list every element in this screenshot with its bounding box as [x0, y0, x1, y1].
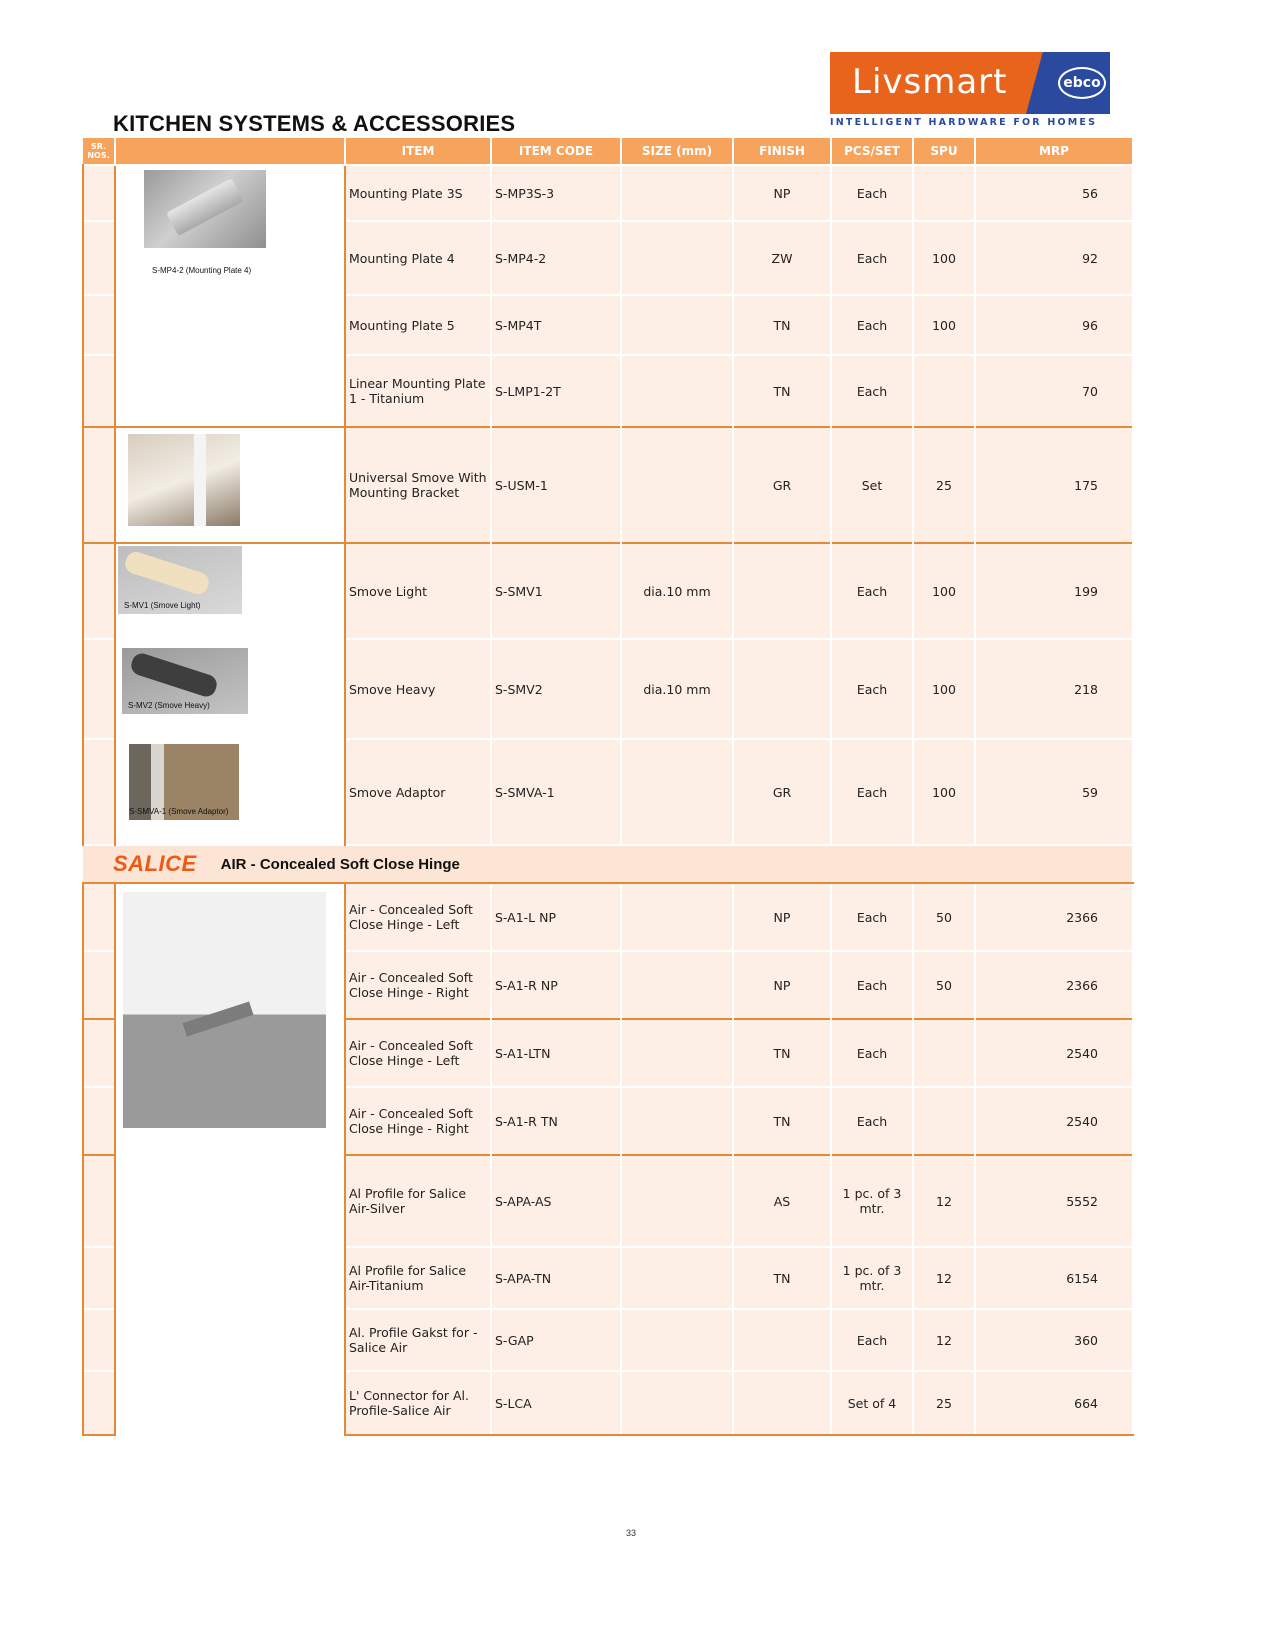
item-code: S-A1-R TN [491, 1087, 621, 1155]
item-name: Air - Concealed Soft Close Hinge - Left [345, 1019, 491, 1087]
item-code: S-USM-1 [491, 427, 621, 543]
item-code: S-SMVA-1 [491, 739, 621, 845]
item-pcs: 1 pc. of 3 mtr. [831, 1247, 913, 1309]
catalog-table [82, 138, 1134, 1436]
item-size [621, 1155, 733, 1247]
item-size [621, 1019, 733, 1087]
table-row [83, 739, 1133, 845]
item-finish: TN [733, 1019, 831, 1087]
item-pcs: Each [831, 951, 913, 1019]
item-mrp: 59 [975, 739, 1133, 845]
item-name: Smove Light [345, 543, 491, 639]
universal-smove-photo [128, 434, 240, 526]
item-mrp: 70 [975, 355, 1133, 427]
sr-cell [83, 883, 115, 951]
item-name: Mounting Plate 3S [345, 165, 491, 221]
salice-logo: SALICE [113, 851, 197, 876]
smove-heavy-photo [122, 648, 248, 714]
item-finish [733, 543, 831, 639]
item-code: S-APA-TN [491, 1247, 621, 1309]
item-spu: 50 [913, 951, 975, 1019]
sr-cell [83, 1155, 115, 1247]
item-mrp: 92 [975, 221, 1133, 295]
item-mrp: 199 [975, 543, 1133, 639]
item-size [621, 951, 733, 1019]
item-pcs: Each [831, 221, 913, 295]
item-finish [733, 1371, 831, 1435]
item-finish: TN [733, 1087, 831, 1155]
image-cell-mounting-plate [115, 165, 345, 427]
item-finish: AS [733, 1155, 831, 1247]
item-spu: 12 [913, 1155, 975, 1247]
image-cell-smove-adaptor [115, 739, 345, 845]
item-size [621, 427, 733, 543]
item-spu [913, 355, 975, 427]
sr-cell [83, 427, 115, 543]
item-name: Mounting Plate 5 [345, 295, 491, 355]
item-mrp: 96 [975, 295, 1133, 355]
item-code: S-MP3S-3 [491, 165, 621, 221]
item-finish [733, 1309, 831, 1371]
item-finish: TN [733, 295, 831, 355]
table-row [83, 427, 1133, 543]
item-size [621, 1247, 733, 1309]
item-pcs: Each [831, 639, 913, 739]
col-pcs-set: PCS/SET [831, 138, 913, 165]
sr-cell [83, 1309, 115, 1371]
section-title: AIR - Concealed Soft Close Hinge [220, 855, 460, 873]
item-code: S-A1-R NP [491, 951, 621, 1019]
item-mrp: 6154 [975, 1247, 1133, 1309]
page-number: 33 [626, 1528, 637, 1538]
item-pcs: Set of 4 [831, 1371, 913, 1435]
sr-cell [83, 221, 115, 295]
item-size [621, 1309, 733, 1371]
sr-cell [83, 1019, 115, 1087]
sr-cell [83, 355, 115, 427]
item-mrp: 2540 [975, 1019, 1133, 1087]
item-name: Smove Adaptor [345, 739, 491, 845]
smove-adaptor-photo [129, 744, 239, 820]
table-row [83, 639, 1133, 739]
item-code: S-MP4-2 [491, 221, 621, 295]
item-finish: NP [733, 883, 831, 951]
item-finish: NP [733, 165, 831, 221]
col-item-code: ITEM CODE [491, 138, 621, 165]
smove-light-photo [118, 546, 242, 614]
item-size: dia.10 mm [621, 543, 733, 639]
mounting-plate-photo [144, 170, 266, 248]
col-sr-nos: SR. NOS. [83, 138, 115, 165]
air-hinge-photo [123, 892, 326, 1128]
item-size: dia.10 mm [621, 639, 733, 739]
item-code: S-A1-L NP [491, 883, 621, 951]
item-name: L' Connector for Al. Profile-Salice Air [345, 1371, 491, 1435]
image-caption: S-SMVA-1 (Smove Adaptor) [129, 807, 229, 816]
item-spu [913, 1087, 975, 1155]
item-name: Al. Profile Gakst for - Salice Air [345, 1309, 491, 1371]
item-spu: 50 [913, 883, 975, 951]
item-spu: 25 [913, 427, 975, 543]
sr-cell [83, 165, 115, 221]
item-spu: 25 [913, 1371, 975, 1435]
sr-cell [83, 1247, 115, 1309]
image-caption: S-MP4-2 (Mounting Plate 4) [152, 266, 252, 275]
item-mrp: 218 [975, 639, 1133, 739]
item-spu: 100 [913, 639, 975, 739]
logo-partner-text: ebco [1058, 67, 1106, 99]
item-size [621, 1087, 733, 1155]
item-mrp: 56 [975, 165, 1133, 221]
image-caption: S-MV2 (Smove Heavy) [128, 701, 210, 710]
item-finish: TN [733, 355, 831, 427]
sr-cell [83, 739, 115, 845]
item-name: Air - Concealed Soft Close Hinge - Right [345, 951, 491, 1019]
item-code: S-MP4T [491, 295, 621, 355]
item-mrp: 2540 [975, 1087, 1133, 1155]
table-row [83, 543, 1133, 639]
item-size [621, 165, 733, 221]
item-mrp: 175 [975, 427, 1133, 543]
sr-cell [83, 1371, 115, 1435]
item-code: S-SMV2 [491, 639, 621, 739]
item-pcs: 1 pc. of 3 mtr. [831, 1155, 913, 1247]
item-spu [913, 1019, 975, 1087]
logo-brand-text: Livsmart [852, 62, 1008, 102]
col-finish: FINISH [733, 138, 831, 165]
item-code: S-LCA [491, 1371, 621, 1435]
item-mrp: 664 [975, 1371, 1133, 1435]
item-mrp: 2366 [975, 951, 1133, 1019]
item-finish: NP [733, 951, 831, 1019]
image-cell-smove-light [115, 543, 345, 639]
image-cell-universal-smove [115, 427, 345, 543]
sr-cell [83, 295, 115, 355]
item-pcs: Each [831, 883, 913, 951]
item-finish: ZW [733, 221, 831, 295]
item-finish: GR [733, 427, 831, 543]
sr-cell [83, 543, 115, 639]
item-pcs: Each [831, 739, 913, 845]
table-header-row [83, 138, 1133, 165]
item-pcs: Each [831, 1309, 913, 1371]
col-size: SIZE (mm) [621, 138, 733, 165]
image-cell-smove-heavy [115, 639, 345, 739]
col-image [115, 138, 345, 165]
item-pcs: Each [831, 1019, 913, 1087]
item-name: Air - Concealed Soft Close Hinge - Right [345, 1087, 491, 1155]
item-name: Mounting Plate 4 [345, 221, 491, 295]
sr-cell [83, 639, 115, 739]
item-mrp: 360 [975, 1309, 1133, 1371]
table-row [83, 165, 1133, 221]
item-pcs: Each [831, 1087, 913, 1155]
item-spu: 12 [913, 1309, 975, 1371]
item-spu: 100 [913, 221, 975, 295]
sr-cell [83, 1087, 115, 1155]
item-name: Linear Mounting Plate 1 - Titanium [345, 355, 491, 427]
item-mrp: 5552 [975, 1155, 1133, 1247]
item-name: Universal Smove With Mounting Bracket [345, 427, 491, 543]
item-code: S-APA-AS [491, 1155, 621, 1247]
item-size [621, 1371, 733, 1435]
image-caption: S-MV1 (Smove Light) [124, 601, 201, 610]
item-name: Al Profile for Salice Air-Titanium [345, 1247, 491, 1309]
item-size [621, 355, 733, 427]
item-finish [733, 639, 831, 739]
col-item: ITEM [345, 138, 491, 165]
item-spu: 100 [913, 543, 975, 639]
item-name: Al Profile for Salice Air-Silver [345, 1155, 491, 1247]
item-pcs: Each [831, 355, 913, 427]
item-pcs: Each [831, 295, 913, 355]
page-title: KITCHEN SYSTEMS & ACCESSORIES [113, 111, 516, 136]
item-size [621, 883, 733, 951]
item-finish: GR [733, 739, 831, 845]
item-name: Air - Concealed Soft Close Hinge - Left [345, 883, 491, 951]
item-mrp: 2366 [975, 883, 1133, 951]
section-banner [83, 845, 1133, 883]
item-pcs: Each [831, 165, 913, 221]
image-cell-air-hinge [115, 883, 345, 1435]
table-row [83, 883, 1133, 951]
item-size [621, 739, 733, 845]
item-spu: 100 [913, 295, 975, 355]
logo-tagline: INTELLIGENT HARDWARE FOR HOMES [830, 117, 1098, 128]
brand-logo [830, 52, 1110, 114]
col-mrp: MRP [975, 138, 1133, 165]
item-size [621, 221, 733, 295]
item-pcs: Set [831, 427, 913, 543]
item-finish: TN [733, 1247, 831, 1309]
col-spu: SPU [913, 138, 975, 165]
section-banner-cell [83, 845, 1133, 883]
item-code: S-A1-LTN [491, 1019, 621, 1087]
item-spu: 100 [913, 739, 975, 845]
item-spu: 12 [913, 1247, 975, 1309]
item-code: S-GAP [491, 1309, 621, 1371]
item-name: Smove Heavy [345, 639, 491, 739]
item-code: S-SMV1 [491, 543, 621, 639]
sr-cell [83, 951, 115, 1019]
item-code: S-LMP1-2T [491, 355, 621, 427]
item-pcs: Each [831, 543, 913, 639]
item-size [621, 295, 733, 355]
item-spu [913, 165, 975, 221]
